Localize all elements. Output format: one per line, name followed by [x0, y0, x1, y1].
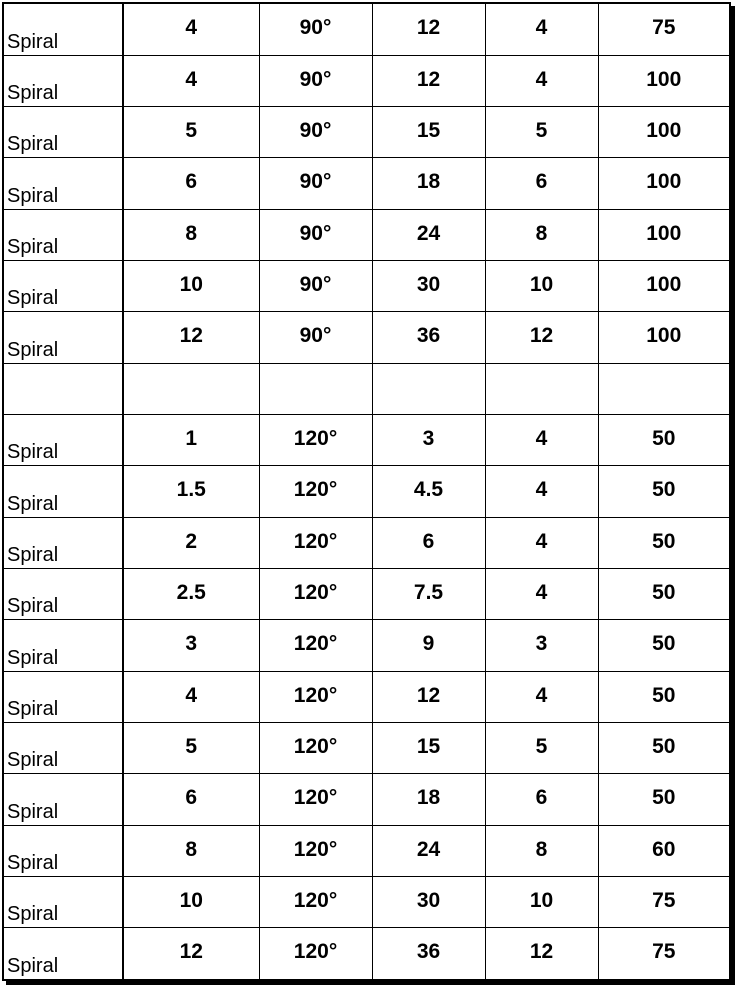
value-cell: 7.5 — [372, 568, 485, 619]
value-cell: 8 — [485, 825, 598, 876]
value-cell: 4 — [485, 4, 598, 55]
value-cell: 120° — [259, 774, 372, 825]
value-cell — [123, 363, 259, 414]
row-label-cell: Spiral — [4, 568, 123, 619]
value-cell: 120° — [259, 671, 372, 722]
value-cell: 12 — [123, 928, 259, 979]
value-cell — [485, 363, 598, 414]
row-label-cell: Spiral — [4, 158, 123, 209]
table-row — [4, 876, 729, 927]
table-row — [4, 825, 729, 876]
value-cell: 5 — [123, 722, 259, 773]
table-row-empty — [4, 363, 729, 414]
value-cell: 50 — [598, 620, 729, 671]
value-cell: 5 — [485, 107, 598, 158]
value-cell: 4 — [123, 4, 259, 55]
value-cell: 4 — [485, 466, 598, 517]
row-label-cell: Spiral — [4, 774, 123, 825]
table-row — [4, 415, 729, 466]
value-cell: 60 — [598, 825, 729, 876]
value-cell: 75 — [598, 928, 729, 979]
value-cell: 15 — [372, 722, 485, 773]
value-cell: 120° — [259, 415, 372, 466]
row-label-cell — [4, 363, 123, 414]
value-cell: 8 — [123, 825, 259, 876]
row-label-cell: Spiral — [4, 55, 123, 106]
value-cell — [259, 363, 372, 414]
value-cell: 10 — [123, 876, 259, 927]
value-cell: 12 — [372, 55, 485, 106]
value-cell: 3 — [485, 620, 598, 671]
spiral-data-table — [4, 4, 729, 979]
row-label-cell: Spiral — [7, 30, 59, 53]
table-row — [4, 4, 729, 55]
table-row — [4, 568, 729, 619]
value-cell: 50 — [598, 568, 729, 619]
value-cell: 3 — [123, 620, 259, 671]
value-cell: 120° — [259, 928, 372, 979]
value-cell — [598, 363, 729, 414]
spiral-data-sheet — [2, 2, 731, 981]
value-cell: 120° — [259, 620, 372, 671]
value-cell: 50 — [598, 671, 729, 722]
row-label-cell: Spiral — [4, 825, 123, 876]
table-row — [4, 107, 729, 158]
value-cell: 4 — [485, 517, 598, 568]
value-cell: 3 — [372, 415, 485, 466]
row-label-cell: Spiral — [4, 620, 123, 671]
table-row — [4, 312, 729, 363]
value-cell: 8 — [485, 209, 598, 260]
table-body — [4, 4, 729, 979]
sheet-shadow-right — [731, 6, 735, 985]
value-cell: 100 — [598, 312, 729, 363]
sheet-shadow-bottom — [6, 981, 735, 985]
value-cell: 120° — [259, 466, 372, 517]
value-cell: 12 — [485, 312, 598, 363]
value-cell: 100 — [598, 209, 729, 260]
table-row — [4, 209, 729, 260]
value-cell: 6 — [485, 158, 598, 209]
value-cell: 75 — [598, 876, 729, 927]
table-row — [4, 722, 729, 773]
value-cell: 10 — [123, 261, 259, 312]
row-label-cell: Spiral — [4, 107, 123, 158]
value-cell: 4.5 — [372, 466, 485, 517]
value-cell: 24 — [372, 825, 485, 876]
value-cell: 50 — [598, 415, 729, 466]
value-cell: 24 — [372, 209, 485, 260]
value-cell: 4 — [123, 55, 259, 106]
row-label-cell: Spiral — [4, 261, 123, 312]
value-cell: 30 — [372, 261, 485, 312]
table-row — [4, 466, 729, 517]
value-cell: 36 — [372, 928, 485, 979]
row-label-cell: Spiral — [4, 928, 123, 979]
row-label-cell: Spiral — [4, 671, 123, 722]
value-cell: 120° — [259, 568, 372, 619]
value-cell: 90° — [259, 261, 372, 312]
value-cell: 100 — [598, 158, 729, 209]
value-cell: 1.5 — [123, 466, 259, 517]
table-row — [4, 620, 729, 671]
value-cell: 15 — [372, 107, 485, 158]
table-row — [4, 928, 729, 979]
value-cell: 6 — [123, 158, 259, 209]
value-cell: 18 — [372, 774, 485, 825]
value-cell: 12 — [372, 4, 485, 55]
value-cell: 5 — [123, 107, 259, 158]
value-cell: 120° — [259, 517, 372, 568]
value-cell: 75 — [598, 4, 729, 55]
value-cell: 4 — [485, 568, 598, 619]
value-cell: 120° — [259, 722, 372, 773]
value-cell: 10 — [485, 261, 598, 312]
value-cell: 50 — [598, 722, 729, 773]
value-cell: 2.5 — [123, 568, 259, 619]
value-cell: 4 — [123, 671, 259, 722]
value-cell: 4 — [485, 415, 598, 466]
value-cell: 12 — [485, 928, 598, 979]
table-row — [4, 158, 729, 209]
table-row — [4, 774, 729, 825]
value-cell: 36 — [372, 312, 485, 363]
value-cell: 90° — [259, 312, 372, 363]
value-cell: 6 — [485, 774, 598, 825]
value-cell: 90° — [259, 107, 372, 158]
row-label-cell: Spiral — [4, 722, 123, 773]
value-cell: 4 — [485, 671, 598, 722]
value-cell: 9 — [372, 620, 485, 671]
row-label-cell: Spiral — [4, 312, 123, 363]
value-cell: 2 — [123, 517, 259, 568]
row-label-cell: Spiral — [4, 876, 123, 927]
value-cell: 90° — [259, 209, 372, 260]
value-cell: 50 — [598, 466, 729, 517]
row-label-cell: Spiral — [4, 209, 123, 260]
value-cell: 50 — [598, 774, 729, 825]
value-cell: 10 — [485, 876, 598, 927]
value-cell: 90° — [259, 158, 372, 209]
value-cell: 30 — [372, 876, 485, 927]
table-row — [4, 261, 729, 312]
value-cell: 100 — [598, 107, 729, 158]
value-cell: 100 — [598, 55, 729, 106]
value-cell: 6 — [123, 774, 259, 825]
row-label-cell: Spiral — [4, 517, 123, 568]
table-row — [4, 55, 729, 106]
value-cell: 50 — [598, 517, 729, 568]
value-cell: 6 — [372, 517, 485, 568]
value-cell: 4 — [485, 55, 598, 106]
value-cell: 120° — [259, 825, 372, 876]
table-row — [4, 671, 729, 722]
value-cell: 18 — [372, 158, 485, 209]
value-cell: 100 — [598, 261, 729, 312]
value-cell: 12 — [123, 312, 259, 363]
value-cell: 8 — [123, 209, 259, 260]
value-cell: 12 — [372, 671, 485, 722]
value-cell: 120° — [259, 876, 372, 927]
row-label-cell: Spiral — [4, 466, 123, 517]
value-cell: 5 — [485, 722, 598, 773]
value-cell: 90° — [259, 4, 372, 55]
value-cell: 1 — [123, 415, 259, 466]
value-cell: 90° — [259, 55, 372, 106]
table-row — [4, 517, 729, 568]
row-label-cell: Spiral — [4, 415, 123, 466]
value-cell — [372, 363, 485, 414]
